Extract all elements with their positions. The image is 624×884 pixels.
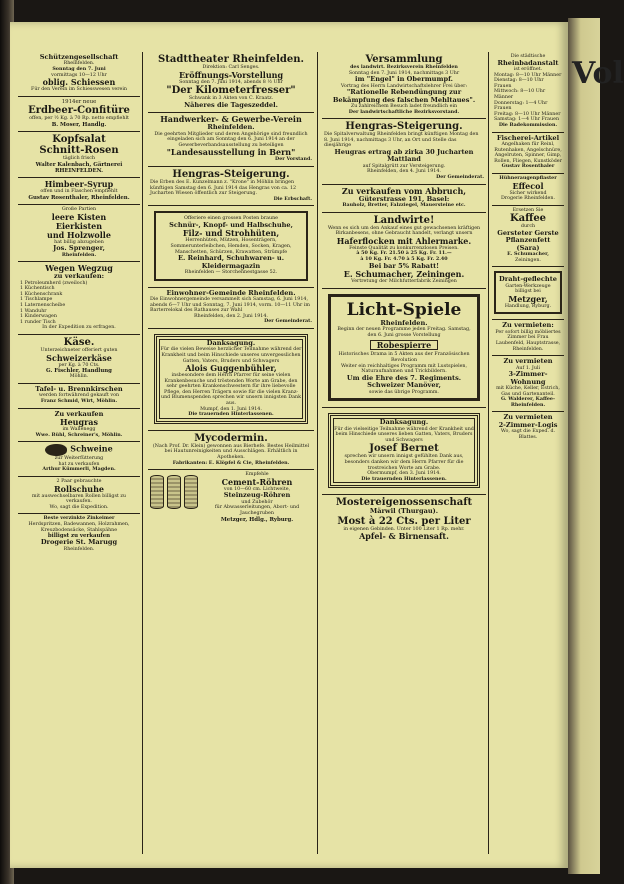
ad-note: in eigenen Gebinden. Unter 100 Liter 1 Rp. mehr. bbox=[343, 526, 465, 532]
ad-signature: Der Gemeinderat. bbox=[436, 173, 484, 180]
ornate-frame bbox=[154, 334, 308, 424]
pipe-icon bbox=[184, 475, 198, 509]
ad-date: Sonntag den 7. Juni 1914, abends 8 ½ Uhr bbox=[179, 79, 283, 85]
ad-text: Die geehrten Mitglieder und deren Angehörige sind freundlich eingeladen sich am Sonntag den 6. Juni 1914 an der Gewerbeverbandsausstellung zu beteiligen bbox=[154, 131, 308, 148]
ad-title: Zu vermieten bbox=[503, 357, 553, 366]
ad-text: offen und in Flaschen empfiehlt bbox=[40, 189, 118, 195]
ad-seller: Gustav Rosenthaler bbox=[501, 163, 555, 170]
ad-discount: Bei bar 5% Rabatt! bbox=[368, 261, 440, 270]
ad-place: Handlung, Ryburg. bbox=[504, 303, 552, 309]
ad-title: Kaffee bbox=[509, 213, 547, 225]
ad-product: Schweizerkäse bbox=[46, 352, 112, 363]
list-item: 1 Wanduhr bbox=[20, 308, 47, 314]
ad-text: Für die vielen Beweise herzlicher Teilnahme während der Krankheit und beim Hinschiede unseres unvergesslichen Gatten, Vaters, Bruders und Schwagers bbox=[160, 347, 302, 364]
ad-title: Wegen Wegzug bbox=[45, 263, 113, 274]
list-item: 1 Laternenscheibe bbox=[20, 303, 66, 309]
ad-time: vormittags 10—12 Uhr bbox=[51, 72, 107, 78]
ad-place: Märwil (Thurgau). bbox=[369, 507, 439, 516]
ad-text: Weiter ein reichhaltiges Programm mit Lustspielen, Naturaufnahmen und Trickbildern. bbox=[340, 363, 468, 375]
ad-date: Rheinfelden, den 4. Juni 1914. bbox=[367, 169, 441, 175]
ad-date: Mumpf, den 1. Juni 1914. bbox=[200, 406, 262, 412]
ad-note: Wo, sagt die Exped. d. Blattes. bbox=[500, 429, 556, 440]
ad-danksagung-guggenbuehler bbox=[148, 329, 314, 431]
ad-mycodermin bbox=[148, 431, 314, 470]
ad-event: Eröffnungs-Vorstellung bbox=[178, 69, 284, 80]
list-item: 1 Tischlampe bbox=[20, 297, 53, 303]
ad-text: Garten-Werkzeuge bbox=[505, 283, 551, 289]
ad-product: 2-Zimmer-Logis bbox=[498, 420, 558, 429]
ad-title: Schweine bbox=[70, 443, 113, 454]
ad-wegzug bbox=[18, 262, 140, 335]
ad-text: Wenn es sich um den Ankauf eines gut gewachsenen kräftigen Birkanbesens, ohne Gebraucht handelt, verlangt unsern bbox=[327, 225, 481, 237]
item-list bbox=[20, 281, 138, 326]
ad-title: Hengras-Steigerung. bbox=[345, 121, 463, 133]
ad-title: Fischerei-Artikel bbox=[496, 133, 560, 142]
ad-text: Die Erben des E. Kunzelmann z. "Krone" in Möhlin bringen künftigen Samstag den 6. Juni 1914 das Hengras von ca. 12 Jucharten Wiesen öffentlich zur Steigerung. bbox=[150, 179, 297, 197]
ad-seller: Metzger, Hdlg., Ryburg. bbox=[220, 516, 294, 523]
ad-signature: Der Gemeinderat. bbox=[264, 318, 312, 325]
ad-title: Zu verkaufen bbox=[54, 409, 104, 418]
ad-tafelkirschen bbox=[18, 384, 140, 409]
ad-note: Vertretung der Milchfutterfabrik Zeiningen bbox=[351, 278, 457, 284]
list-item: 1 Kinderwagen bbox=[20, 314, 57, 320]
ad-title: Zu vermieten bbox=[503, 413, 553, 422]
ad-fischerei bbox=[492, 133, 564, 174]
ad-note: mit Küche, Keller, Estrich, Gas und Gartenanteil. bbox=[496, 386, 560, 397]
ad-title: Tafel- u. Brennkirschen bbox=[35, 385, 123, 394]
ad-product: Heugras bbox=[60, 417, 98, 428]
ad-title: Versammlung bbox=[365, 54, 443, 65]
ad-text: Direktion: Carl Senges. bbox=[202, 65, 260, 70]
ad-text: für Abwasserleitungen, Abort- und Jauchegruben bbox=[214, 505, 300, 516]
ad-box bbox=[154, 211, 308, 280]
list-item: 1 Küchenschrank bbox=[20, 291, 63, 297]
ad-price: per Kg. à 70 Cts. bbox=[58, 362, 100, 368]
ad-price: Most à 22 Cts. per Liter bbox=[337, 515, 471, 527]
ad-kaffee bbox=[492, 206, 564, 268]
ad-title: Mostereigenossenschaft bbox=[335, 497, 473, 509]
ad-mosterei bbox=[322, 495, 486, 544]
column-rule bbox=[488, 52, 489, 854]
deceased-name: Alois Guggenbühler, bbox=[185, 363, 277, 374]
ad-subheading: Ersetzen Sie bbox=[512, 207, 544, 213]
ad-seller: Fabrikanten: E. Klöpfel & Cie, Rheinfelden. bbox=[172, 459, 290, 466]
ad-text: (Nach Prof. Dr. Klein) gewonnen aus Bierhefe. Bestes Heilmittel bei Hautunreinigkeiten und Ausschlägen. Erhältlich in Apotheken. bbox=[152, 443, 310, 461]
ad-seller: Drogerie Rheinfelden. bbox=[501, 196, 555, 202]
newspaper-page bbox=[10, 22, 568, 868]
ad-product: Haferflocken mit Ahlermarke. bbox=[336, 235, 472, 246]
ad-vermieten-logis bbox=[492, 412, 564, 443]
ad-huehneraugen bbox=[492, 174, 564, 206]
ad-title: und Holzwolle bbox=[47, 229, 111, 240]
ad-himbeer bbox=[18, 178, 140, 205]
ad-note: sowie das übrige Programm. bbox=[369, 389, 439, 395]
pipe-icon bbox=[150, 475, 164, 509]
ad-title: Schnitt-Rosen bbox=[39, 144, 119, 156]
list-item: Freitag: 8—10 Uhr Männer bbox=[494, 111, 561, 117]
column-2 bbox=[148, 52, 314, 526]
ad-heading: Schützengesellschaft bbox=[39, 53, 119, 61]
ad-zinkeimer bbox=[18, 514, 140, 555]
film-title: Schweizer Manöver, bbox=[367, 381, 441, 390]
ad-kopfsalat bbox=[18, 132, 140, 178]
ad-signature: Die Badekommission. bbox=[498, 121, 558, 128]
ad-seller: E. Schumacher, bbox=[507, 251, 549, 258]
ad-hengras-spital bbox=[322, 119, 486, 184]
list-item: 1 runder Tisch bbox=[20, 319, 56, 325]
ad-note: billigst bei bbox=[515, 289, 541, 295]
ad-title: zu verkaufen: bbox=[53, 272, 105, 281]
ad-seller: Franz Schmid, Wirt, Möhlin. bbox=[40, 398, 118, 405]
ad-seller: E. Schumacher, Zeiningen. bbox=[343, 268, 465, 279]
ad-title: Handwerker- & Gewerbe-Verein bbox=[160, 114, 302, 125]
ad-schweine bbox=[18, 442, 140, 477]
ad-kisten bbox=[18, 205, 140, 262]
ad-text: Die Einwohnergemeinde versammelt sich Samstag, 6. Juni 1914, abends 6—7 Uhr und Sonntag, 7. Juni 1914, vorm. 10—11 Uhr im Barterrelokal des Rathauses zur Wahl bbox=[150, 296, 310, 314]
ad-text: von 10—60 cm. Lichtweite, bbox=[223, 486, 291, 492]
ad-title: Rheinbadanstalt bbox=[497, 58, 559, 67]
ad-hengras-steigerung bbox=[148, 167, 314, 206]
ad-text: Unterzeichneter offeriert guten bbox=[40, 347, 118, 353]
ad-text: Historisches Drama in 5 Akten aus der Französischen Revolution bbox=[338, 352, 470, 364]
list-item: 1 Petroleumherd (zweiloch) bbox=[20, 280, 88, 286]
ad-place: Rheinfelden. bbox=[380, 318, 428, 327]
ad-brand: Effecol bbox=[512, 180, 544, 191]
ad-title: leere Kisten bbox=[51, 211, 107, 222]
ad-title: Rollschuhe bbox=[54, 483, 104, 494]
ad-text: Die Spitalverwaltung Rheinfelden bringt künftigen Montag den 8. Juni 1914, nachmittags 3 Uhr, an Ort und Stelle das diesjährige bbox=[324, 132, 479, 149]
ad-title: Hühneraugenpflaster bbox=[499, 174, 557, 181]
film-title: Robespierre bbox=[370, 340, 438, 350]
ad-subheading: 1914er neue bbox=[61, 98, 97, 105]
ad-title: Draht-geflechte bbox=[499, 275, 557, 284]
ad-text: und Zubehör bbox=[241, 499, 273, 505]
ad-landwirte bbox=[322, 213, 486, 289]
ad-text: Per sofort billig möbliertes Zimmer bei Frau Laubenfeld, Hauptstrasse, Rheinfelden. bbox=[495, 329, 561, 352]
ad-text: auf Spitalgrütt zur Versteigerung. bbox=[362, 163, 446, 169]
ad-text: durch bbox=[520, 224, 536, 230]
ad-price: à 50 Kg. Fr. 21.50 à 25 Kg. Fr. 11.— bbox=[356, 250, 452, 257]
ad-versammlung bbox=[322, 52, 486, 119]
column-rule bbox=[317, 52, 318, 854]
ad-seller: G. Walderer, Kaffee-Rheinfelden. bbox=[501, 396, 555, 408]
ad-schuetzen bbox=[18, 52, 140, 97]
ad-place: Rheinfelden. bbox=[63, 546, 95, 552]
list-item: Mittwoch: 8—10 Uhr Männer bbox=[494, 89, 546, 100]
ad-date: Obermumpf, den 3. Juni 1914. bbox=[367, 471, 441, 477]
film-title: Um die Ehre des 7. Regiments. bbox=[346, 373, 462, 382]
ad-danksagung-bernet bbox=[322, 408, 486, 495]
masthead-fragment: Vol bbox=[572, 56, 624, 91]
ad-date: Rheinfelden, den 2. Juni 1914. bbox=[194, 313, 268, 319]
ad-note: Für den Verein im Schiesswesen verein bbox=[30, 87, 128, 93]
ad-text: Schwank in 3 Akten von C. Kraatz. bbox=[188, 96, 274, 102]
ad-einwohner-gemeinde bbox=[148, 288, 314, 329]
ad-seller: Wwe. Bühl, Schreiner's, Möhlin. bbox=[35, 431, 123, 438]
ad-title: Schnür-, Knopf- und Halbschuhe, bbox=[169, 220, 293, 229]
ad-signature: Die Erbschaft. bbox=[273, 195, 312, 202]
ad-subheading: Beste verzinkte Zinkeimer bbox=[43, 515, 115, 522]
ad-text: Für die vielseitige Teilnahme während der Krankheit und beim Hinschiede unseres lieben Gatten, Vaters, Bruders und Schwagers bbox=[334, 426, 474, 443]
ad-text: Beginn der neuen Programme jeden Freitag. Samstag, den 6. Juni grosse Vorstellung bbox=[337, 326, 471, 338]
ad-seller: G. Fischler, Handlung bbox=[46, 368, 112, 375]
ad-seller: Walter Kalenbach, Gärtnerei bbox=[35, 161, 123, 168]
ad-text: Herrenhüten, Mützen, Hosenträgern, Sommerunterleibchen, Hemden, Socken, Kragen, Manschetten, Schürzen, Krawatten, Strümpfe bbox=[170, 238, 292, 255]
ad-stadttheater bbox=[148, 52, 314, 113]
ad-drahtgeflechte bbox=[492, 267, 564, 320]
ad-place: Zeiningen. bbox=[515, 257, 541, 263]
ad-licht-spiele bbox=[322, 289, 486, 409]
ad-seller: B. Moser, Handlg. bbox=[51, 121, 107, 128]
ad-title: Cement-Röhren bbox=[221, 476, 293, 487]
ad-signature: Die trauernden Hinterlassenen. bbox=[361, 475, 447, 482]
pipe-icon bbox=[167, 475, 181, 509]
ad-title: Eierkisten bbox=[55, 220, 103, 231]
ad-text: täglich frisch bbox=[62, 155, 96, 161]
ad-title: Erdbeer-Confitüre bbox=[28, 105, 130, 117]
deceased-name: Josef Bernet bbox=[369, 443, 439, 455]
ad-place: Rheinfelden. bbox=[63, 61, 95, 67]
ad-title: Zu verkaufen vom Abbruch, bbox=[341, 185, 467, 196]
ad-product: Apfel- & Birnensaft. bbox=[359, 531, 449, 542]
ad-text: mit auswechselbaren Rollen billigst zu verkaufen. bbox=[31, 493, 126, 505]
list-item: 1 Küchentisch bbox=[20, 286, 55, 292]
ad-erdbeer bbox=[18, 97, 140, 132]
adjacent-page-edge bbox=[568, 18, 624, 874]
ad-cement-roehren bbox=[148, 470, 314, 526]
ad-title: Himbeer-Syrup bbox=[44, 179, 114, 190]
ad-rollschuhe bbox=[18, 477, 140, 514]
ad-box bbox=[494, 271, 562, 314]
list-item: Montag: 8—10 Uhr Männer bbox=[494, 72, 562, 78]
ad-title: Landwirte! bbox=[373, 214, 435, 226]
ad-text: offen, per ½ Kg. à 70 Rp. netto empfiehlt bbox=[29, 116, 129, 122]
ad-subheading: 2 Paar gebrauchte bbox=[56, 479, 102, 485]
ad-place: im Wallenegg bbox=[62, 427, 96, 433]
ad-seller: Gustav Rosenthaler, Rheinfelden. bbox=[28, 194, 130, 201]
ad-text: Vortrag des Herrn Landwirtschaftslehrer Frei über: bbox=[340, 83, 468, 89]
ornate-frame bbox=[328, 413, 480, 488]
ad-signature: Der landwirtschaftliche Bezirksvorstand. bbox=[348, 108, 460, 115]
column-4 bbox=[492, 52, 564, 443]
ad-text: sprechen wir unsern innigst gefühlten Dank aus, besonders danken wir dem Herrn Pfarrer für die trostreichen Worte am Grabe. bbox=[344, 454, 464, 471]
ad-kaese bbox=[18, 335, 140, 384]
ad-org: des landwirt. Bezirksverein Rheinfelden bbox=[350, 64, 458, 70]
ad-box bbox=[328, 294, 480, 402]
ad-price: à 10 Kg. Fr. 4.70 à 5 Kg. Fr. 2.40 bbox=[360, 255, 448, 262]
ad-date: Sonntag den 7. Juni 1914, nachmittags 3 Uhr bbox=[348, 70, 460, 76]
ad-title: Stadttheater Rheinfelden. bbox=[158, 54, 304, 65]
ad-seller: Metzger, bbox=[508, 293, 548, 304]
ad-subheading: Die städtische bbox=[510, 54, 546, 59]
ad-text: Feinste Qualität zu konkurrenzlosen Preisen. bbox=[349, 245, 459, 251]
ad-note: Sicher wirkend bbox=[509, 190, 547, 196]
ad-items: Bauholz, Bretter, Falzziegel, Mauersteine etc. bbox=[342, 201, 466, 208]
ad-text: ist eröffnet. bbox=[513, 67, 543, 72]
ad-place: Rheinfelden. bbox=[61, 251, 97, 258]
ad-seller: Jos. Sprenger, bbox=[53, 244, 105, 253]
ad-seller: Arthur Kümmerli, Magden. bbox=[42, 466, 116, 473]
list-item: Samstag: 1—4 Uhr Frauen bbox=[494, 117, 560, 123]
ad-product: Heugras ertrag ab zirka 30 Jucharten Mattland bbox=[334, 147, 474, 164]
ad-brand: Gersteter Gerste bbox=[497, 228, 559, 237]
ad-text: zur Weiterfütterung bbox=[54, 456, 104, 462]
list-item: Donnerstag: 1—4 Uhr Frauen bbox=[494, 100, 548, 112]
hours-list bbox=[494, 73, 562, 123]
ad-text: insbesondere dem Herrn Pfarrer für seine vielen Krankenbesuche und tröstenden Worte am Grabe, den sehr geehrten Krankenschwestern für ihre liebevolle Pflege, den Herren Trägern sowie für die vielen Kranz- und Blumenspenden sprechen wir unsern innigsten Dank aus. bbox=[161, 373, 301, 407]
ad-title: Einwohner-Gemeinde Rheinfelden. bbox=[166, 288, 296, 297]
ad-signature: Die trauernden Hinterlassenen. bbox=[188, 411, 274, 418]
ad-title: Zu vermieten: bbox=[502, 321, 554, 330]
list-item: Dienstag: 8—10 Uhr Frauen bbox=[494, 78, 544, 89]
ad-handwerker-verein bbox=[148, 113, 314, 167]
ad-address: Güterstrasse 191, Basel: bbox=[358, 194, 450, 203]
ad-text: Auf 1. Juli bbox=[515, 365, 541, 371]
ad-note: Wo, sagt die Expedition. bbox=[49, 504, 109, 510]
ad-note: Zu zahlreichem Besuch ladet freundlich ein bbox=[350, 104, 458, 109]
ad-subheading: Offeriere einen grossen Posten braune bbox=[183, 216, 279, 222]
ad-abbruch bbox=[322, 185, 486, 213]
ad-place: Rheinfelden. bbox=[207, 123, 255, 132]
pipes-illustration bbox=[150, 475, 198, 520]
ad-rheinbadanstalt bbox=[492, 52, 564, 133]
column-1 bbox=[18, 52, 140, 555]
ad-title: Licht-Spiele bbox=[346, 299, 462, 320]
column-3 bbox=[322, 52, 486, 544]
ad-text: Angelhaken für Reinl, Rutenhaken, Angelschnüre, Angelruten, Spinner, Gimp, Rollen, Fliegen, Kunstköder bbox=[494, 141, 562, 164]
ad-title: Kopfsalat bbox=[52, 133, 106, 145]
ad-heugras bbox=[18, 409, 140, 443]
ad-product: 3-Zimmer-Wohnung bbox=[508, 370, 548, 386]
ad-text: werden fortwährend gekauft von bbox=[38, 393, 120, 399]
ad-play-title: "Der Kilometerfresser" bbox=[166, 85, 296, 97]
ad-text: Herdspritzen, Badewannen, Holzrahmen, Kreuzbodensäcke, Stahlspähne bbox=[28, 522, 130, 533]
ad-title: Mycodermin. bbox=[194, 432, 268, 444]
ad-subheading: Große Partien bbox=[61, 207, 97, 213]
ad-note: hat billig abzugeben bbox=[54, 239, 104, 245]
ad-title: Hengras-Steigerung. bbox=[172, 168, 290, 180]
ad-subheading: Empfehle bbox=[245, 472, 269, 478]
ad-place: Rheinfelden — Storchennestgasse 52. bbox=[184, 269, 278, 275]
ad-seller: Drogerie St. Marugg bbox=[40, 538, 118, 547]
ad-seller: E. Reinhard, Schuhwaren- u. Kleidermagazin bbox=[177, 254, 285, 270]
ad-place: Möhlin. bbox=[69, 374, 89, 380]
ad-title: oblig. Schiessen bbox=[42, 77, 116, 88]
ad-place: im "Engel" in Obermumpf. bbox=[355, 75, 453, 84]
ad-topic: "Rationelle Rebendüngung zur Bekämpfung des falschen Mehltaues". bbox=[332, 88, 476, 104]
ad-brand: Pflanzenfett (Sara) bbox=[505, 236, 551, 252]
ad-note: In der Expedition zu erfragen. bbox=[42, 325, 116, 331]
ad-event: "Landesausstellung in Bern" bbox=[166, 147, 296, 158]
ad-title: Steinzeug-Röhren bbox=[223, 491, 291, 500]
ad-title: Filz- und Strohhüten, bbox=[182, 228, 280, 239]
ad-note: Näheres die Tageszeddel. bbox=[184, 100, 278, 109]
column-rule bbox=[142, 52, 143, 854]
ad-reinhard bbox=[148, 206, 314, 287]
ad-title: Käse. bbox=[63, 336, 95, 348]
ad-text: hat zu verkaufen bbox=[58, 461, 100, 467]
ad-date: Sonntag den 7. Juni bbox=[52, 66, 106, 72]
ad-vermieten-zimmer bbox=[492, 320, 564, 356]
ad-title: Danksagung. bbox=[206, 338, 256, 347]
ad-vermieten-wohnung bbox=[492, 356, 564, 412]
ad-place: RHEINFELDEN. bbox=[54, 167, 104, 174]
ad-title: Danksagung. bbox=[379, 418, 429, 427]
pig-icon bbox=[45, 444, 67, 456]
ad-signature: Der Vorstand. bbox=[275, 156, 312, 163]
ad-title: billigst zu verkaufen bbox=[47, 533, 111, 540]
